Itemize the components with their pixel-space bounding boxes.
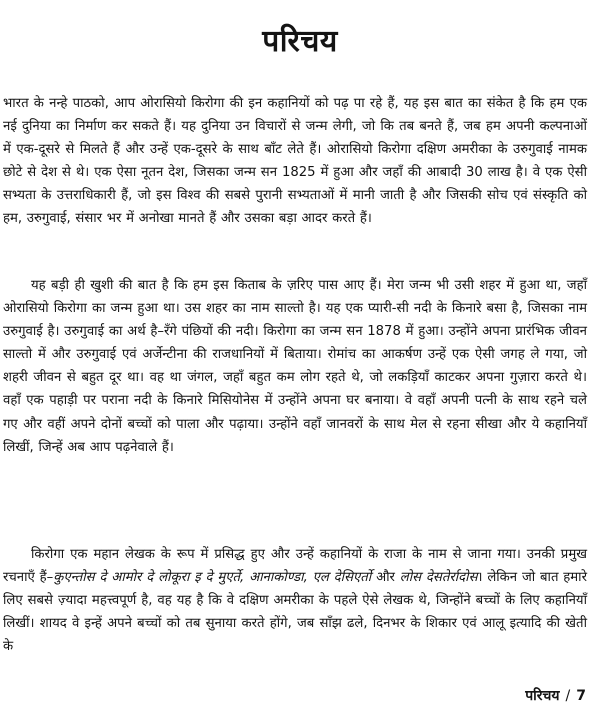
works-title-last: लोस देसतेर्रादोस: [399, 570, 478, 586]
paragraph-1: भारत के नन्हे पाठको, आप ओरासियो किरोगा की इन कहानियों को पढ़ पा रहे हैं, यह इस बात का संकेत है कि हम एक नई दुनिया का निर्माण कर सकते हैं। यह दुनिया उन विचारों से जन्म लेगी, जो कि तब बनते हैं, जब हम अपनी कल्पनाओं में एक-दूसरे से मिलते हैं और उन्हें एक-दूसरे के साथ बाँट लेते हैं। ओरासियो किरोगा दक्षिण अमरीका के उरुगुवाई नामक छोटे से देश से थे। एक ऐसा नूतन देश, जिसका जन्म सन 1825 में हुआ और जहाँ की आबादी 30 लाख है। वे एक ऐसी सभ्यता के उत्तराधिकारी हैं, जो इस विश्व की सबसे पुरानी सभ्यताओं में मानी जाती है और जिसकी सोच एवं संस्कृति को हम, उरुगुवाई, संसार भर में अनोखा मानते हैं और उसका बड़ा आदर करते हैं।: [3, 96, 587, 227]
page-title: परिचय: [262, 24, 338, 59]
paragraph-3-body: । लेकिन जो बात हमारे लिए सबसे ज़्यादा महत्त्वपूर्ण है, वह यह है कि वे दक्षिण अमरीका के पहले ऐसे लेखक थे, जिन्होंने बच्चों के लिए कहानियाँ लिखीं। शायद वे इन्हें अपने बच्चों को तब सुनाया करते होंगे, जब साँझ ढले, दिनभर के शिकार एवं आलू इत्यादि की खेती के: [3, 570, 587, 655]
paragraph-3: [3, 543, 587, 658]
paragraph-2: यह बड़ी ही खुशी की बात है कि हम इस किताब के ज़रिए पास आए हैं। मेरा जन्म भी उसी शहर में हुआ था, जहाँ ओरासियो किरोगा का जन्म हुआ था। उस शहर का नाम साल्तो है। यह एक प्यारी-सी नदी के किनारे बसा है, जिसका नाम उरुगुवाई है। उरुगुवाई का अर्थ है–रँगे पंछियों की नदी। किरोगा का जन्म सन 1878 में हुआ। उन्होंने अपना प्रारंभिक जीवन साल्तो में और उरुगुवाई एवं अर्जेन्टीना की राजधानियों में बिताया। रोमांच का आकर्षण उन्हें एक ऐसी जगह ले गया, जो शहरी जीवन से बहुत दूर था। वह था जंगल, जहाँ बहुत कम लोग रहते थे, जो लकड़ियाँ काटकर अपना गुज़ारा करते थे। वहाँ एक पहाड़ी पर पराना नदी के किनारे मिसियोनेस में उन्होंने अपना घर बनाया। वे वहाँ अपनी पत्नी के साथ रहने चले गए और वहीं अपने दोनों बच्चों को पाला और पढ़ाया। उन्होंने वहाँ जानवरों के साथ मेल से रहना सीखा और ये कहानियाँ लिखीं, जिन्हें अब आप पढ़नेवाले हैं।: [3, 278, 587, 455]
footer-separator: /: [565, 688, 571, 704]
works-titles: कुएन्तोस दे आमोर दे लोकूरा इ दे मुएर्ते, आनाकोण्डा, एल देसिएर्तो: [53, 570, 372, 586]
page-footer: [525, 686, 586, 706]
paragraph-3-intro: किरोगा एक महान लेखक के रूप में प्रसिद्ध हुए और उन्हें कहानियों के राजा के नाम से जाना गया। उनकी प्रमुख रचनाएँ हैं–: [3, 547, 587, 586]
works-joiner: और: [371, 570, 400, 586]
page-number: 7: [576, 688, 586, 704]
footer-section-title: परिचय: [525, 688, 560, 704]
